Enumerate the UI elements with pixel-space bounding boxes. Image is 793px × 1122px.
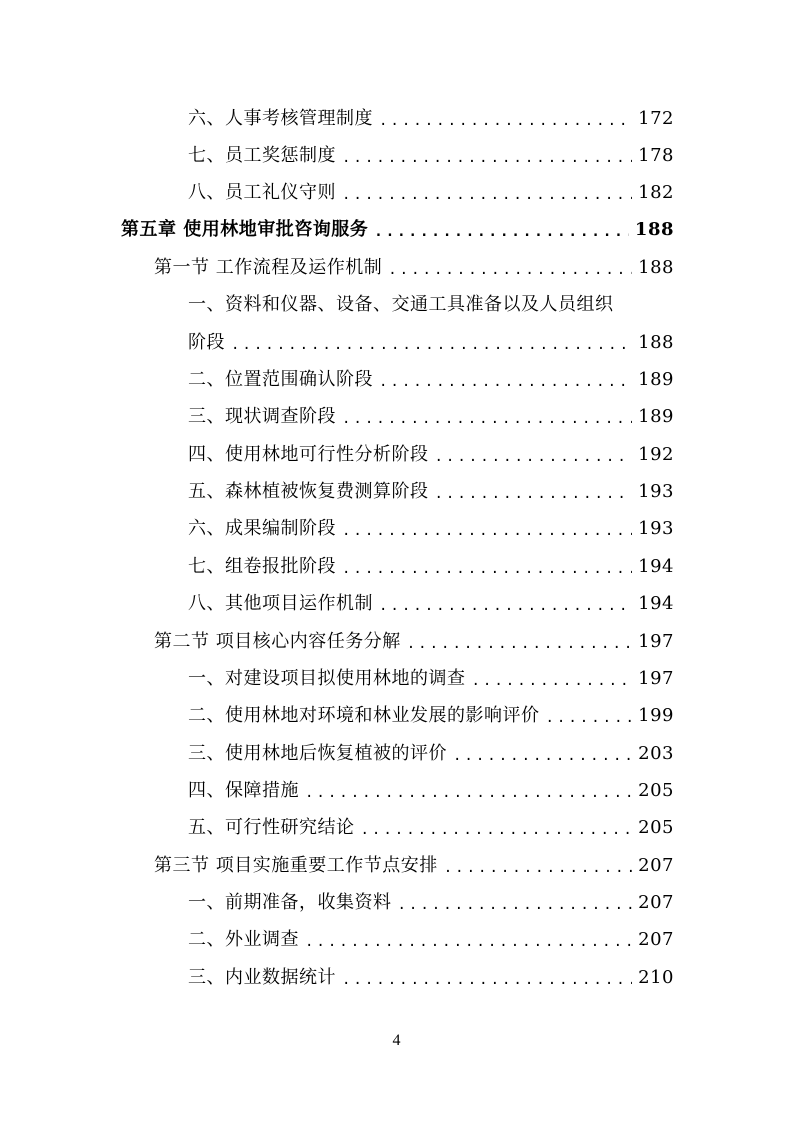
toc-entry-page: 188 (638, 332, 674, 353)
toc-dot-leader (388, 249, 632, 287)
toc-dot-leader (374, 211, 629, 249)
toc-section-title: 第一节 工作流程及运作机制 (154, 257, 383, 278)
toc-entry-title-continuation: 阶段 (188, 332, 225, 353)
toc-entry-title: 一、资料和仪器、设备、交通工具准备以及人员组织 (188, 294, 614, 315)
toc-entry-continuation[interactable] (188, 326, 674, 360)
toc-dot-leader (342, 137, 632, 175)
toc-entry[interactable] (188, 400, 674, 434)
toc-dot-leader (407, 623, 632, 661)
toc-entry[interactable] (188, 737, 674, 771)
toc-entry[interactable] (188, 512, 674, 546)
toc-entry-title: 八、其他项目运作机制 (188, 593, 373, 614)
toc-dot-leader (379, 361, 632, 399)
toc-entry-page: 210 (638, 967, 674, 988)
toc-entry-title: 六、成果编制阶段 (188, 518, 336, 539)
toc-entry-title: 四、使用林地可行性分析阶段 (188, 444, 429, 465)
toc-section-page: 188 (638, 257, 674, 278)
toc-entry[interactable] (188, 550, 674, 584)
toc-entry[interactable] (188, 699, 674, 733)
toc-entry-page: 189 (638, 406, 674, 427)
toc-section-page: 207 (638, 855, 674, 876)
toc-entry[interactable] (188, 587, 674, 621)
toc-entry-page: 193 (638, 518, 674, 539)
toc-entry[interactable] (188, 438, 674, 472)
toc-entry[interactable] (188, 176, 674, 210)
toc-entry-page: 193 (638, 481, 674, 502)
toc-entry-title: 七、员工奖惩制度 (188, 145, 336, 166)
toc-dot-leader (546, 697, 633, 735)
toc-dot-leader (231, 324, 632, 362)
toc-entry-page: 178 (638, 145, 674, 166)
toc-entry-page: 172 (638, 108, 674, 129)
toc-entry-page: 207 (638, 929, 674, 950)
toc-dot-leader (398, 884, 633, 922)
toc-dot-leader (342, 398, 632, 436)
toc-entry-title: 一、前期准备，收集资料 (188, 892, 392, 913)
toc-entry-page: 192 (638, 444, 674, 465)
toc-section[interactable] (154, 849, 674, 883)
toc-entry-page: 194 (638, 556, 674, 577)
toc-entry[interactable] (188, 811, 674, 845)
toc-dot-leader (435, 473, 633, 511)
toc-entry-title: 三、内业数据统计 (188, 967, 336, 988)
toc-dot-leader (342, 510, 632, 548)
toc-entry-page: 205 (638, 817, 674, 838)
toc-entry-page: 207 (638, 892, 674, 913)
toc-section[interactable] (154, 625, 674, 659)
toc-entry-page: 194 (638, 593, 674, 614)
toc-section-title: 第二节 项目核心内容任务分解 (154, 631, 401, 652)
toc-section[interactable] (154, 251, 674, 285)
toc-entry[interactable] (188, 662, 674, 696)
toc-dot-leader (379, 100, 632, 138)
toc-entry-title: 三、使用林地后恢复植被的评价 (188, 743, 447, 764)
toc-entry[interactable] (188, 363, 674, 397)
toc-entry[interactable] (188, 774, 674, 808)
toc-dot-leader (342, 959, 632, 997)
toc-dot-leader (444, 847, 632, 885)
toc-entry-page: 182 (638, 182, 674, 203)
toc-entry-title: 五、可行性研究结论 (188, 817, 355, 838)
toc-entry[interactable] (188, 139, 674, 173)
toc-section-title: 第三节 项目实施重要工作节点安排 (154, 855, 438, 876)
toc-section-page: 197 (638, 631, 674, 652)
toc-entry-page: 199 (638, 705, 674, 726)
toc-entry[interactable] (188, 475, 674, 509)
toc-dot-leader (305, 772, 632, 810)
toc-dot-leader (472, 660, 633, 698)
toc-dot-leader (342, 174, 632, 212)
toc-entry-title: 四、保障措施 (188, 780, 299, 801)
toc-entry[interactable] (188, 961, 674, 995)
toc-entry-title: 三、现状调查阶段 (188, 406, 336, 427)
toc-dot-leader (435, 436, 633, 474)
toc-entry-title: 二、外业调查 (188, 929, 299, 950)
toc-entry[interactable] (188, 102, 674, 136)
toc-chapter-title: 第五章 使用林地审批咨询服务 (121, 219, 369, 240)
toc-entry-page: 189 (638, 369, 674, 390)
toc-entry-title: 六、人事考核管理制度 (188, 108, 373, 129)
toc-entry[interactable] (188, 886, 674, 920)
toc-entry-title: 五、森林植被恢复费测算阶段 (188, 481, 429, 502)
toc-entry-title: 二、使用林地对环境和林业发展的影响评价 (188, 705, 540, 726)
toc-entry-page: 197 (638, 668, 674, 689)
toc-entry-page: 205 (638, 780, 674, 801)
toc-dot-leader (379, 585, 632, 623)
toc-entry-title: 七、组卷报批阶段 (188, 556, 336, 577)
toc-entry-first-line[interactable] (188, 288, 674, 322)
toc-dot-leader (361, 809, 633, 847)
toc-chapter[interactable] (121, 213, 674, 247)
toc-entry-title: 一、对建设项目拟使用林地的调查 (188, 668, 466, 689)
toc-dot-leader (453, 735, 632, 773)
toc-entry-page: 203 (638, 743, 674, 764)
toc-entry[interactable] (188, 923, 674, 957)
toc-chapter-page: 188 (634, 219, 674, 240)
toc-dot-leader (342, 548, 632, 586)
toc-dot-leader (305, 921, 632, 959)
page-number: 4 (392, 1032, 401, 1049)
toc-entry-title: 二、位置范围确认阶段 (188, 369, 373, 390)
toc-entry-title: 八、员工礼仪守则 (188, 182, 336, 203)
